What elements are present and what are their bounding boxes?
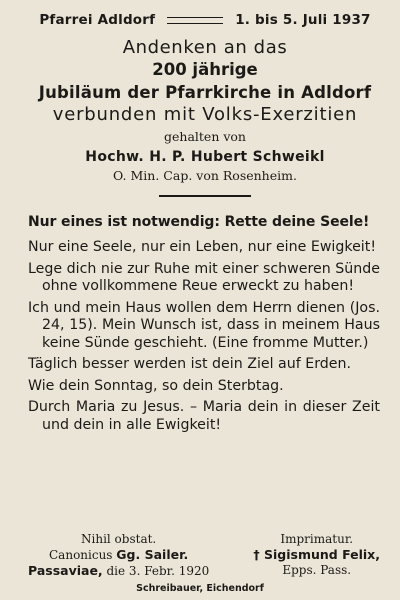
title-line-4: verbunden mit Volks-Exerzitien	[52, 104, 358, 125]
title-line-1: Andenken an das	[122, 37, 288, 58]
censor-title: Canonicus	[49, 548, 113, 562]
paragraph-3: Ich und mein Haus wollen dem Herrn dienen (Jos. 24, 15). Mein Wunsch ist, dass in meinem Haus keine Sünde geschieht. (Eine fromme Mutter.)	[28, 299, 380, 351]
preacher-order: O. Min. Cap. von Rosenheim.	[113, 168, 297, 183]
place-date-line	[28, 563, 209, 579]
title-line-5: gehalten von	[164, 129, 246, 144]
body-text	[28, 239, 380, 434]
title-line-3: Jubiläum der Pfarrkirche in Adldorf	[38, 83, 372, 102]
censor-line	[28, 547, 209, 563]
censor-name: Gg. Sailer.	[116, 547, 189, 562]
paragraph-1: Nur eine Seele, nur ein Leben, nur eine Ewigkeit!	[28, 239, 377, 255]
printer-imprint: Schreibauer, Eichendorf	[136, 583, 264, 594]
date: die 3. Febr. 1920	[106, 564, 210, 578]
bishop-name: † Sigismund Felix,	[253, 547, 380, 562]
header-dates: 1. bis 5. Juli 1937	[235, 12, 371, 28]
paragraph-6: Durch Maria zu Jesus. – Maria dein in dieser Zeit und dein in alle Ewigkeit!	[28, 399, 380, 433]
header-parish: Pfarrei Adldorf	[39, 12, 156, 28]
approbation-footer	[28, 532, 380, 579]
bishop-title: Epps. Pass.	[282, 563, 352, 577]
preacher-name: Hochw. H. P. Hubert Schweikl	[85, 149, 325, 165]
divider-rule	[159, 195, 251, 197]
nihil-obstat-label: Nihil obstat.	[81, 532, 157, 546]
imprimatur-block	[253, 532, 380, 579]
imprimatur-label: Imprimatur.	[280, 532, 354, 546]
paragraph-4: Täglich besser werden ist dein Ziel auf Erden.	[28, 356, 352, 372]
header	[30, 12, 380, 28]
place: Passaviae,	[28, 563, 103, 578]
motto: Nur eines ist notwendig: Rette deine Seele!	[28, 214, 370, 230]
header-double-rule	[167, 17, 223, 24]
nihil-obstat-block	[28, 532, 209, 579]
title-line-2: 200 jährige	[152, 60, 258, 79]
paragraph-5: Wie dein Sonntag, so dein Sterbtag.	[28, 377, 284, 394]
bishop-name-line	[253, 547, 380, 563]
paragraph-2: Lege dich nie zur Ruhe mit einer schweren Sünde ohne vollkommene Reue erweckt zu haben!	[28, 260, 380, 294]
